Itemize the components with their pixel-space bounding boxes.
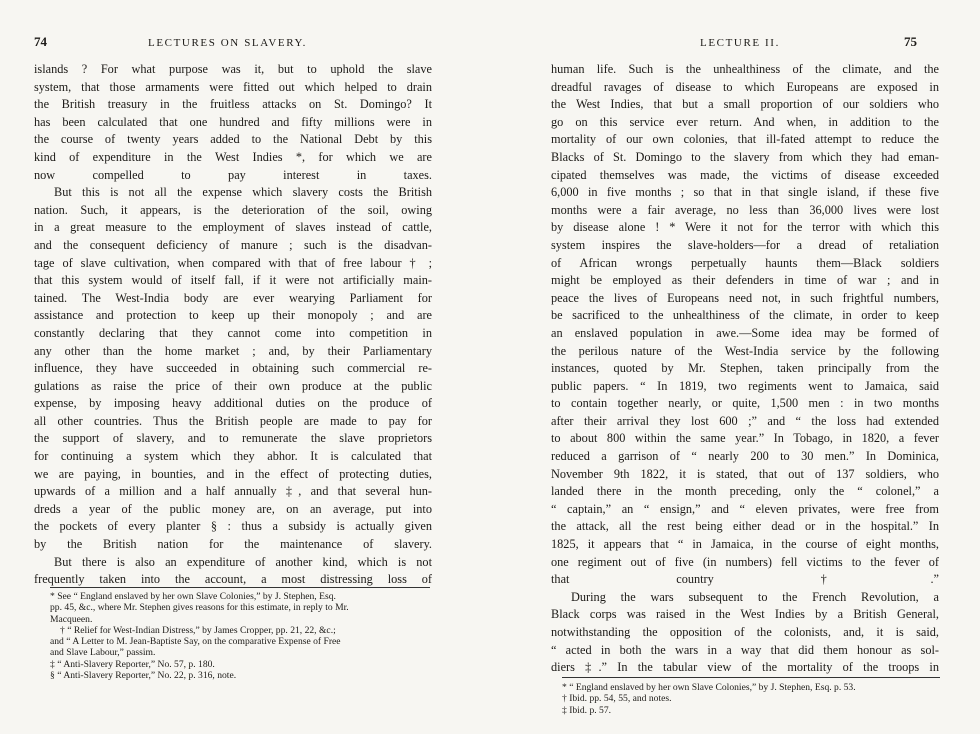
text-line: and the consequent deficiency of manure ; such is the disadvan- <box>34 237 432 252</box>
left-footnotes <box>50 591 440 681</box>
right-page <box>490 0 980 734</box>
text-line: During the wars subsequent to the French Revolution, a <box>571 589 939 604</box>
footnote-line: and Slave Labour,” passim. <box>50 647 156 659</box>
text-line: system inspires the slave-holders—for a dread of retaliation <box>551 237 939 252</box>
footnote-line: * “ England enslaved by her own Slave Colonies,” by J. Stephen, Esq. p. 53. <box>562 682 856 693</box>
text-line: But there is also an expenditure of another kind, which is not <box>54 554 432 569</box>
text-line: mortality of our own colonies, that ill-fated attempt to reduce the <box>551 132 939 147</box>
text-line: an enslaved population in awe.—Some idea may be formed of <box>551 325 939 340</box>
text-line: gulations as raise the price of their own produce at the public <box>34 378 432 393</box>
text-line: November 9th 1822, it is stated, that out of 137 soldiers, who <box>551 466 939 481</box>
text-line: dreds a year of the public money are, on an average, put into <box>34 501 432 516</box>
footnote-line: and “ A Letter to M. Jean-Baptiste Say, on the comparative Expense of Free <box>50 636 341 648</box>
text-line: to contain together nearly, or quite, 1,500 men : in two months <box>551 396 939 411</box>
running-head-left: LECTURES ON SLAVERY. <box>148 37 308 49</box>
footnote-line: ‡ Ibid. p. 57. <box>562 704 612 716</box>
text-line: instances, quoted by Mr. Stephen, taken principally from the <box>551 361 939 376</box>
text-line: now compelled to pay interest in taxes. <box>34 167 432 182</box>
text-line: all other countries. Thus the British people are made to pay for <box>34 413 432 428</box>
text-line: tained. The West-India body are ever wearying Parliament for <box>34 290 432 305</box>
text-line: expense, by imposing heavy additional duties on the produce of <box>34 396 432 411</box>
text-line: the British treasury in the fruitless attacks on St. Domingo? It <box>34 97 432 112</box>
footnote-line: pp. 45, &c., where Mr. Stephen gives reasons for this estimate, in reply to Mr. <box>50 602 349 614</box>
text-line: dreadful ravages of disease to which Europeans are exposed in <box>551 79 939 94</box>
text-line: months were a fair average, no less than 36,000 lives were lost <box>551 202 939 217</box>
text-line: for continuing a system which they abhor. It is calculated that <box>34 449 432 464</box>
footnote-rule-right <box>562 677 940 678</box>
right-footnotes <box>562 682 942 716</box>
text-line: 6,000 in five months ; so that in that single island, if these five <box>551 185 939 200</box>
text-line: the course of twenty years added to the National Debt by this <box>34 132 432 147</box>
footnote-line: § “ Anti-Slavery Reporter,” No. 22, p. 316, note. <box>50 670 237 682</box>
text-line: islands ? For what purpose was it, but to uphold the slave <box>34 62 432 76</box>
text-line: might be employed as their defenders in time of war ; and in <box>551 273 939 288</box>
right-body-text <box>551 61 939 677</box>
text-line: “ acted in both the wars in a way that did them honour as sol- <box>551 642 939 657</box>
footnote-line: † Ibid. pp. 54, 55, and notes. <box>562 693 672 705</box>
text-line: assistance and protection to keep up their monopoly ; and are <box>34 308 432 323</box>
text-line: cipated themselves was made, the victims of disease exceeded <box>551 167 939 182</box>
text-line: system, that those armaments were fitted out which helped to drain <box>34 79 432 94</box>
text-line: the perilous nature of the West-India service by the following <box>551 343 939 358</box>
text-line: landed there in the month preceding, only the “ colonel,” a <box>551 484 939 499</box>
text-line: by disease alone ! * Were it not for the terror with which this <box>551 220 939 235</box>
running-head-right: LECTURE II. <box>700 37 780 49</box>
text-line: the West Indies, that but a small proportion of our soldiers who <box>551 97 939 112</box>
text-line: human life. Such is the unhealthiness of the climate, and the <box>551 62 939 76</box>
text-line: tage of slave cultivation, when compared with that of free labour † ; <box>34 255 432 270</box>
text-line: “ captain,” an “ ensign,” and “ eleven privates, were free from <box>551 501 939 516</box>
text-line: that this system would of itself fall, if it were not artificially main- <box>34 273 432 288</box>
footnote-line: † “ Relief for West-Indian Distress,” by James Cropper, pp. 21, 22, &c.; <box>60 624 336 636</box>
text-line: constantly declaring that they cannot come into competition in <box>34 325 432 340</box>
text-line: But this is not all the expense which slavery costs the British <box>54 185 432 200</box>
text-line: Blacks of St. Domingo to the slavery from which they had eman- <box>551 149 939 164</box>
footnote-line: Macqueen. <box>50 613 93 625</box>
text-line: of African wrongs perpetually haunts them—Black soldiers <box>551 255 939 270</box>
text-line: reduced a garrison of “ nearly 200 to 30 men.” In Dominica, <box>551 449 939 464</box>
footnote-rule-left <box>50 587 430 588</box>
text-line: be sacrificed to the unhealthiness of the climate, in order to keep <box>551 308 939 323</box>
footnote-line: ‡ “ Anti-Slavery Reporter,” No. 57, p. 180. <box>50 658 215 670</box>
footnote-line: * See “ England enslaved by her own Slave Colonies,” by J. Stephen, Esq. <box>50 591 336 602</box>
text-line: any other than the home market ; and, by their Parliamentary <box>34 343 432 358</box>
page-number-right: 75 <box>904 34 917 49</box>
text-line: 1825, it appears that “ in Jamaica, in the course of eight months, <box>551 537 939 552</box>
text-line: peace the lives of Europeans need not, in such frightful numbers, <box>551 290 939 305</box>
text-line: one regiment out of five (in numbers) fell victims to the fever of <box>551 554 939 569</box>
page-number-left: 74 <box>34 34 47 49</box>
text-line: we are paying, in bounties, and in the effect of protecting duties, <box>34 466 432 481</box>
text-line: nation. Such, it appears, is the deterioration of the soil, owing <box>34 202 432 217</box>
text-line: the attack, all the rest being either dead or in the hospital.” In <box>551 519 939 534</box>
text-line: diers ‡.” In the tabular view of the mortality of the troops in <box>551 660 939 675</box>
text-line: frequently taken into the account, a most distressing loss of <box>34 572 432 587</box>
text-line: to about 800 within the same year.” In Tobago, in 1820, a fever <box>551 431 939 446</box>
text-line: by the British nation for the maintenance of slavery. <box>34 537 432 552</box>
text-line: in a great measure to the employment of slaves instead of cattle, <box>34 220 432 235</box>
text-line: after their arrival they lost 600 ;” and “ the loss had extended <box>551 413 939 428</box>
text-line: has been calculated that one hundred and fifty millions were in <box>34 114 432 129</box>
text-line: go on this service ever return. And when, in addition to the <box>551 114 939 129</box>
text-line: the pockets of every planter § : thus a subsidy is actually given <box>34 519 432 534</box>
text-line: kind of expenditure in the West Indies *, for which we are <box>34 149 432 164</box>
text-line: the support of slavery, and to remunerate the slave proprietors <box>34 431 432 446</box>
text-line: notwithstanding the opposition of the colonists, and, it is said, <box>551 625 939 639</box>
text-line: that country †.” <box>551 572 939 587</box>
left-body-text <box>34 61 432 589</box>
text-line: public papers. “ In 1819, two regiments went to Jamaica, said <box>551 378 939 393</box>
text-line: influence, they have succeeded in obtaining such commercial re- <box>34 361 432 376</box>
text-line: Black corps was raised in the West Indies by a British General, <box>551 607 939 622</box>
text-line: upwards of a million and a half annually ‡, and that several hun- <box>34 484 432 499</box>
